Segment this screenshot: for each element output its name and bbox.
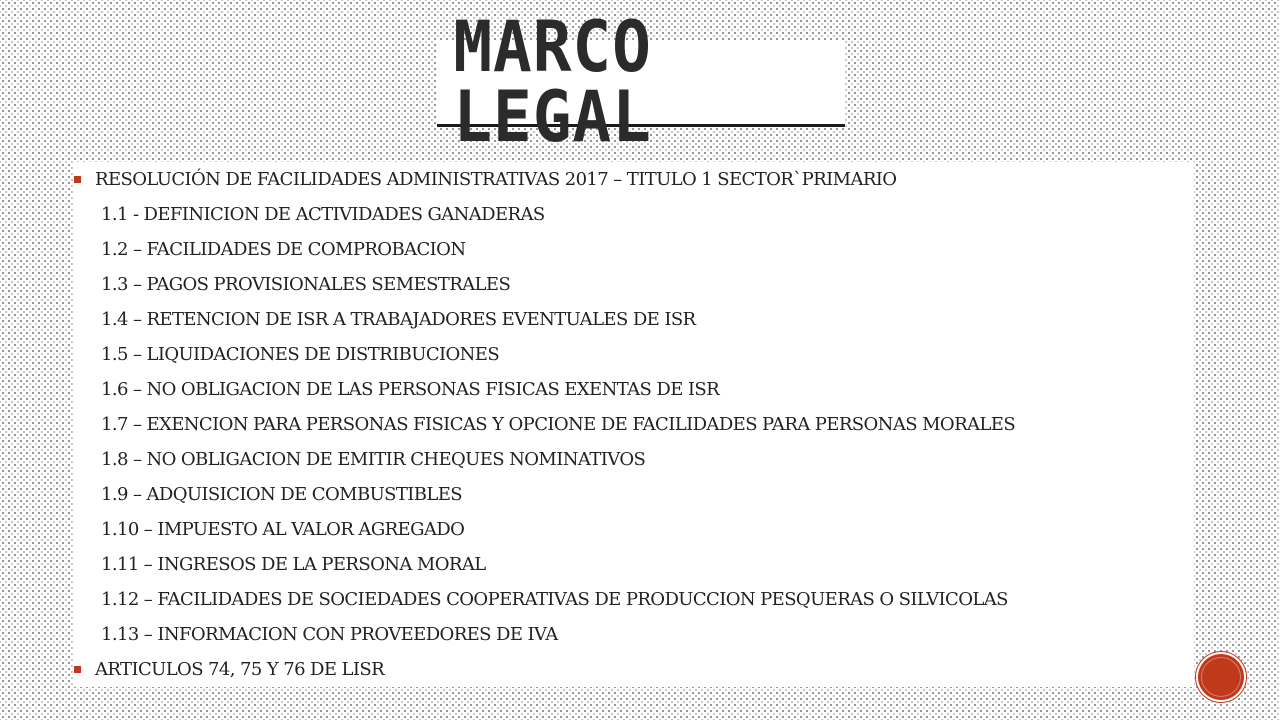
sub-list-item: 1.5 – LIQUIDACIONES DE DISTRIBUCIONES: [101, 344, 500, 365]
sub-list-item: 1.3 – PAGOS PROVISIONALES SEMESTRALES: [101, 274, 511, 295]
title-box: [437, 6, 845, 158]
square-bullet-icon: [74, 666, 81, 673]
sub-list-item: 1.12 – FACILIDADES DE SOCIEDADES COOPERATIVAS DE PRODUCCION PESQUERAS O SILVICOLAS: [101, 589, 1008, 610]
slide-number-badge-icon: [1198, 654, 1244, 700]
list-item: [74, 162, 1194, 197]
sub-list-item: 1.2 – FACILIDADES DE COMPROBACION: [101, 239, 466, 260]
sub-list-item: 1.9 – ADQUISICION DE COMBUSTIBLES: [101, 484, 463, 505]
list-item: [74, 652, 1194, 687]
list-item-text: RESOLUCIÓN DE FACILIDADES ADMINISTRATIVAS 2017 – TITULO 1 SECTOR`PRIMARIO: [95, 169, 897, 190]
slide-title: MARCO LEGAL: [453, 6, 652, 158]
sub-list-item: 1.13 – INFORMACION CON PROVEEDORES DE IVA: [101, 624, 558, 645]
list-item-text: ARTICULOS 74, 75 Y 76 DE LISR: [95, 659, 385, 680]
content-list: [74, 162, 1194, 687]
sub-list-item: 1.1 - DEFINICION DE ACTIVIDADES GANADERAS: [101, 204, 545, 225]
sub-list-item: 1.10 – IMPUESTO AL VALOR AGREGADO: [101, 519, 465, 540]
sub-list-item: 1.4 – RETENCION DE ISR A TRABAJADORES EVENTUALES DE ISR: [101, 309, 696, 330]
sub-list-item: 1.8 – NO OBLIGACION DE EMITIR CHEQUES NOMINATIVOS: [101, 449, 646, 470]
sub-list-item: 1.11 – INGRESOS DE LA PERSONA MORAL: [101, 554, 486, 575]
sub-list-item: 1.7 – EXENCION PARA PERSONAS FISICAS Y OPCIONE DE FACILIDADES PARA PERSONAS MORALES: [101, 414, 1016, 435]
sub-list-item: 1.6 – NO OBLIGACION DE LAS PERSONAS FISICAS EXENTAS DE ISR: [101, 379, 720, 400]
square-bullet-icon: [74, 176, 81, 183]
